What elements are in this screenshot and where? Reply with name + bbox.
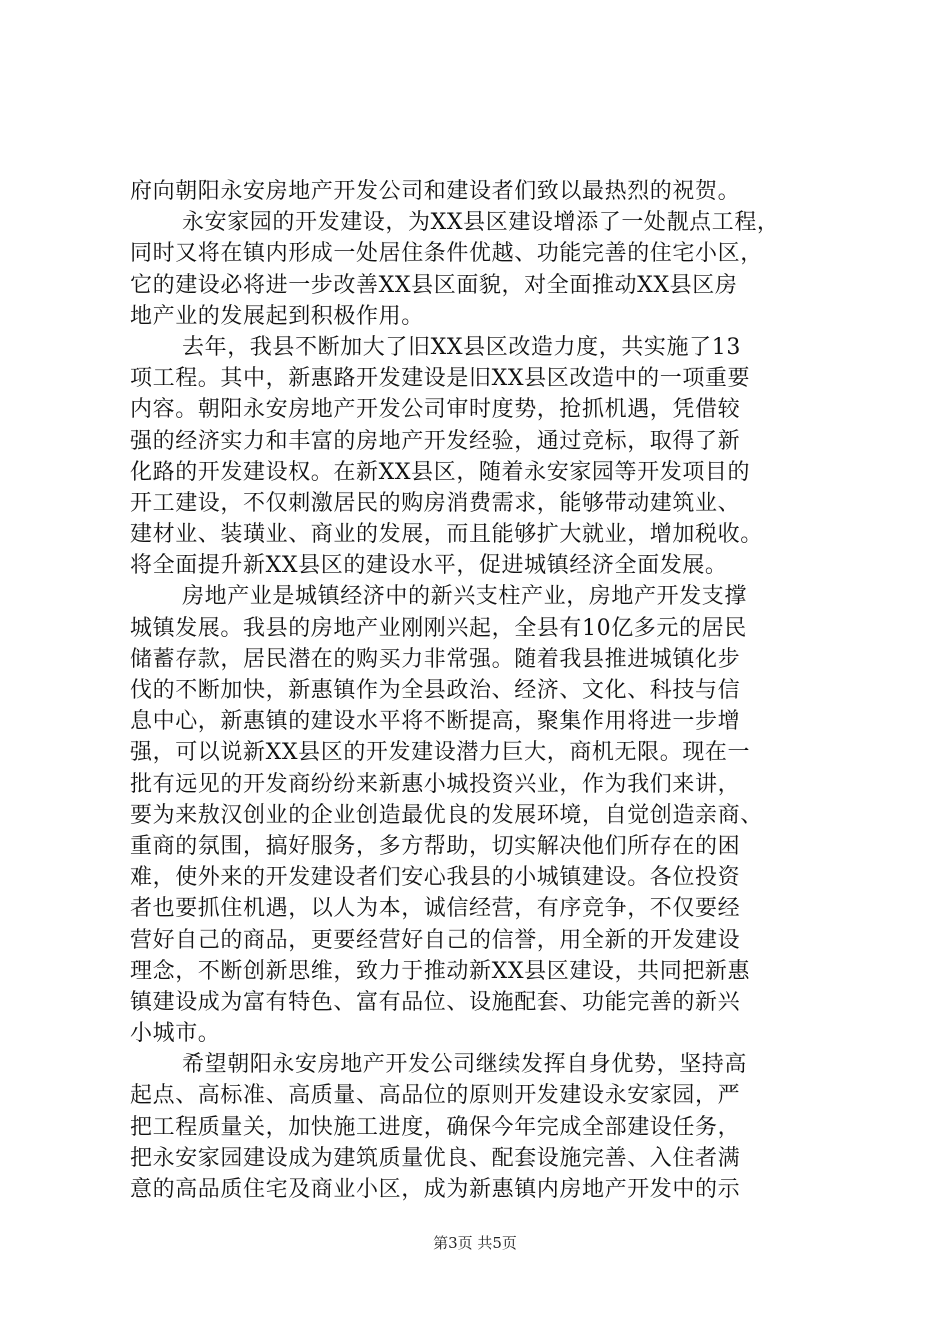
page-number-footer: 第3页 共5页: [433, 1234, 517, 1252]
text-line: 同时又将在镇内形成一处居住条件优越、功能完善的住宅小区，: [130, 241, 763, 267]
paragraph: [130, 176, 830, 207]
text-line: 把工程质量关，加快施工进度，确保今年完成全部建设任务，: [130, 1114, 741, 1140]
text-line: 理念，不断创新思维，致力于推动新XX县区建设，共同把新惠: [130, 958, 751, 984]
paragraph: [130, 207, 830, 332]
text-line: 内容。朝阳永安房地产开发公司审时度势，抢抓机遇，凭借较: [130, 397, 741, 423]
text-line: 建材业、装璜业、商业的发展，而且能够扩大就业，增加税收。: [130, 522, 763, 548]
text-line: 伐的不断加快，新惠镇作为全县政治、经济、文化、科技与信: [130, 678, 741, 703]
text-line: 府向朝阳永安房地产开发公司和建设者们致以最热烈的祝贺。: [130, 179, 741, 204]
text-line: 要为来敖汉创业的企业创造最优良的发展环境，自觉创造亲商、: [130, 802, 763, 828]
text-line: 息中心，新惠镇的建设水平将不断提高，聚集作用将进一步增: [130, 709, 741, 735]
text-line: 强的经济实力和丰富的房地产开发经验，通过竞标，取得了新: [130, 428, 741, 454]
text-line: 难，使外来的开发建设者们安心我县的小城镇建设。各位投资: [130, 865, 741, 891]
text-line: 把永安家园建设成为建筑质量优良、配套设施完善、入住者满: [130, 1145, 741, 1171]
text-line: 者也要抓住机遇，以人为本，诚信经营，有序竞争，不仅要经: [130, 896, 741, 922]
text-line: 强，可以说新XX县区的开发建设潜力巨大，商机无限。现在一: [130, 740, 751, 766]
text-line: 开工建设，不仅刺激居民的购房消费需求，能够带动建筑业、: [130, 490, 741, 516]
text-line: 起点、高标准、高质量、高品位的原则开发建设永安家园，严: [130, 1083, 741, 1109]
text-line: 希望朝阳永安房地产开发公司继续发挥自身优势，坚持高: [182, 1052, 748, 1078]
text-line: 化路的开发建设权。在新XX县区，随着永安家园等开发项目的: [130, 459, 751, 485]
text-line: 永安家园的开发建设，为XX县区建设增添了一处靓点工程，: [182, 210, 780, 236]
text-line: 储蓄存款，居民潜在的购买力非常强。随着我县推进城镇化步: [130, 646, 741, 672]
text-line: 地产业的发展起到积极作用。: [130, 303, 424, 329]
text-line: 小城市。: [130, 1021, 221, 1047]
text-line: 房地产业是城镇经济中的新兴支柱产业，房地产开发支撑: [182, 584, 748, 610]
paragraph: [130, 332, 830, 582]
text-line: 将全面提升新XX县区的建设水平，促进城镇经济全面发展。: [130, 553, 728, 579]
document-body: [130, 176, 830, 1205]
text-line: 项工程。其中，新惠路开发建设是旧XX县区改造中的一项重要: [130, 366, 751, 392]
text-line: 营好自己的商品，更要经营好自己的信誉，用全新的开发建设: [130, 927, 741, 953]
text-line: 去年，我县不断加大了旧XX县区改造力度，共实施了13: [182, 334, 741, 360]
text-line: 它的建设必将进一步改善XX县区面貌，对全面推动XX县区房: [130, 272, 738, 298]
paragraph: [130, 581, 830, 1049]
text-line: 重商的氛围，搞好服务，多方帮助，切实解决他们所存在的困: [130, 833, 741, 859]
text-line: 批有远见的开发商纷纷来新惠小城投资兴业，作为我们来讲，: [130, 771, 741, 797]
text-line: 镇建设成为富有特色、富有品位、设施配套、功能完善的新兴: [130, 989, 741, 1015]
paragraph: [130, 1049, 830, 1205]
text-line: 意的高品质住宅及商业小区，成为新惠镇内房地产开发中的示: [130, 1177, 741, 1202]
text-line: 城镇发展。我县的房地产业刚刚兴起，全县有10亿多元的居民: [130, 615, 747, 641]
